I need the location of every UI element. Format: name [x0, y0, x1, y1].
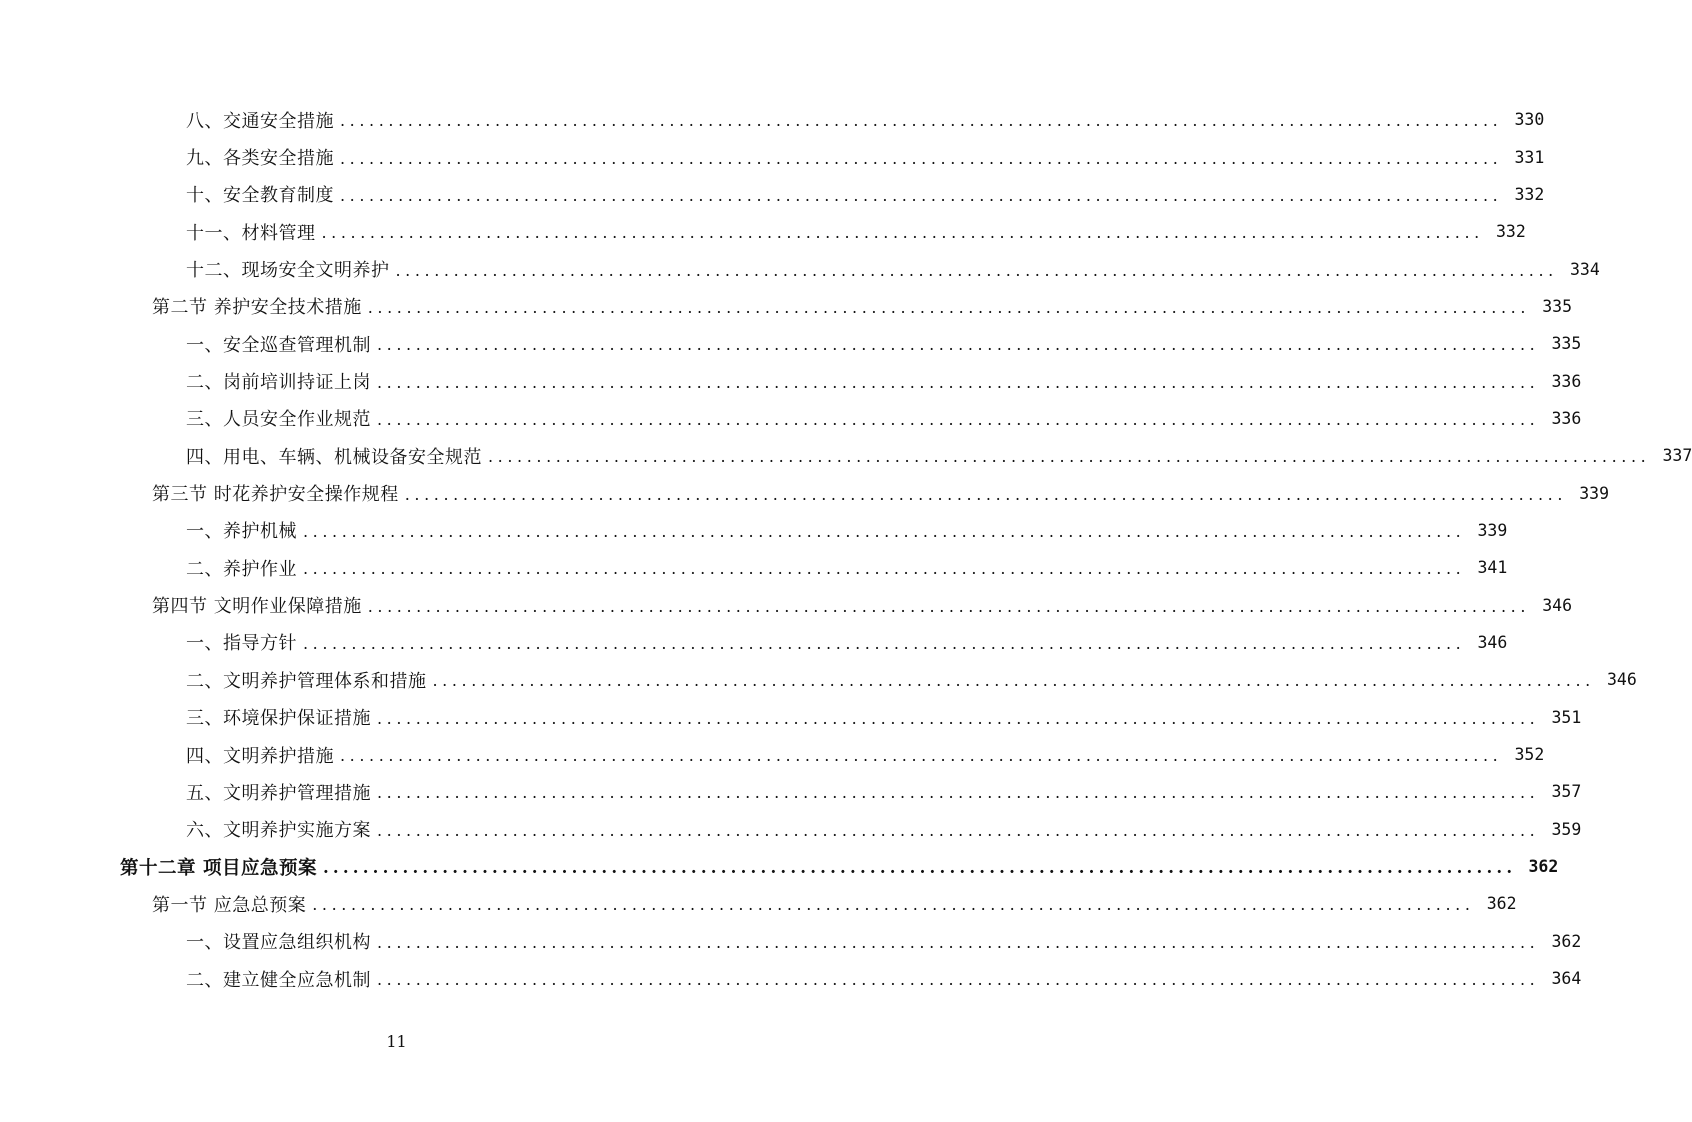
toc-leader-dots: ........................................................................................................................: [488, 447, 1651, 467]
toc-entry-page: 334: [1570, 259, 1600, 279]
toc-entry[interactable]: [0, 848, 1559, 885]
toc-entry[interactable]: [0, 474, 1610, 511]
toc-entry-page: 362: [1486, 894, 1517, 914]
toc-leader-dots: ........................................................................................................................: [340, 111, 1503, 131]
toc-entry[interactable]: [0, 773, 1582, 810]
toc-entry[interactable]: [0, 101, 1545, 138]
toc-entry-page: 351: [1551, 707, 1582, 727]
toc-entry-page: 362: [1528, 857, 1559, 877]
toc-entry-label: 四、用电、车辆、机械设备安全规范: [186, 446, 482, 468]
toc-leader-dots: ........................................................................................................................: [377, 409, 1540, 429]
toc-entry[interactable]: [0, 549, 1508, 586]
toc-leader-dots: ........................................................................................................................: [377, 820, 1540, 840]
toc-entry-label: 二、岗前培训持证上岗: [186, 372, 371, 394]
toc-leader-dots: ........................................................................................................................: [367, 596, 1531, 616]
toc-entry-label: 第四节 文明作业保障措施: [152, 596, 362, 618]
toc-entry-page: 362: [1551, 931, 1582, 951]
toc-entry[interactable]: [0, 811, 1582, 848]
toc-leader-dots: ........................................................................................................................: [432, 671, 1595, 691]
toc-entry-page: 352: [1514, 745, 1545, 765]
toc-leader-dots: ........................................................................................................................: [377, 372, 1540, 392]
toc-leader-dots: ........................................................................................................................: [395, 260, 1558, 280]
toc-entry-page: 341: [1477, 558, 1508, 578]
toc-entry-page: 339: [1477, 520, 1508, 540]
toc-entry-page: 357: [1551, 782, 1582, 802]
toc-entry[interactable]: [0, 624, 1508, 661]
toc-entry-label: 三、人员安全作业规范: [186, 409, 371, 431]
toc-entry[interactable]: [0, 699, 1582, 736]
toc-leader-dots: ........................................................................................................................: [377, 970, 1540, 990]
toc-entry-page: 346: [1542, 595, 1573, 615]
toc-entry-label: 第一节 应急总预案: [152, 894, 307, 916]
toc-entry-label: 十二、现场安全文明养护: [186, 260, 390, 282]
toc-leader-dots: ........................................................................................................................: [377, 932, 1540, 952]
toc-entry-page: 346: [1607, 670, 1637, 690]
toc-entry[interactable]: [0, 586, 1573, 623]
toc-entry-label: 十一、材料管理: [186, 222, 316, 244]
toc-leader-dots: ........................................................................................................................: [377, 783, 1540, 803]
toc-entry[interactable]: [0, 138, 1545, 175]
toc-entry[interactable]: [0, 176, 1545, 213]
toc-entry[interactable]: [0, 960, 1582, 997]
toc-entry[interactable]: [0, 885, 1517, 922]
toc-entry-page: 332: [1496, 222, 1526, 242]
toc-leader-dots: ........................................................................................................................: [340, 148, 1503, 168]
toc-entry[interactable]: [0, 213, 1526, 250]
toc-entry-label: 二、文明养护管理体系和措施: [186, 670, 427, 692]
toc-entry-page: 330: [1514, 110, 1545, 130]
toc-entry-page: 336: [1551, 371, 1582, 391]
toc-leader-dots: ........................................................................................................................: [367, 297, 1531, 317]
toc-entry-label: 第二节 养护安全技术措施: [152, 297, 362, 319]
toc-entry-label: 八、交通安全措施: [186, 110, 334, 132]
toc-leader-dots: ........................................................................................................................: [312, 895, 1475, 915]
toc-entry-label: 四、文明养护措施: [186, 745, 334, 767]
toc-leader-dots: ........................................................................................................................: [322, 858, 1517, 878]
toc-entry-label: 十、安全教育制度: [186, 185, 334, 207]
toc-leader-dots: ........................................................................................................................: [340, 185, 1503, 205]
toc-entry-page: 331: [1514, 147, 1545, 167]
toc-entry-page: 336: [1551, 408, 1582, 428]
toc-entry-page: 346: [1477, 632, 1508, 652]
toc-entry[interactable]: [0, 923, 1582, 960]
toc-entry[interactable]: [0, 325, 1582, 362]
toc-entry[interactable]: [0, 512, 1508, 549]
toc-leader-dots: ........................................................................................................................: [303, 559, 1466, 579]
toc-leader-dots: ........................................................................................................................: [404, 484, 1568, 504]
toc-entry-label: 第三节 时花养护安全操作规程: [152, 484, 399, 506]
toc-entry-label: 三、环境保护保证措施: [186, 708, 371, 730]
toc-entry[interactable]: [0, 661, 1637, 698]
toc-entry-label: 第十二章 项目应急预案: [120, 857, 317, 879]
toc-leader-dots: ........................................................................................................................: [377, 335, 1540, 355]
toc-leader-dots: ........................................................................................................................: [377, 708, 1540, 728]
toc-entry-label: 二、建立健全应急机制: [186, 969, 371, 991]
toc-entry[interactable]: [0, 437, 1692, 474]
toc-entry-label: 一、养护机械: [186, 521, 297, 543]
toc-entry[interactable]: [0, 400, 1582, 437]
toc-entry-page: 337: [1662, 446, 1692, 466]
toc-entry-page: 335: [1542, 296, 1573, 316]
toc-leader-dots: ........................................................................................................................: [340, 746, 1503, 766]
page-number: 11: [386, 1032, 407, 1051]
toc-entry-label: 六、文明养护实施方案: [186, 820, 371, 842]
toc-entry[interactable]: [0, 362, 1582, 399]
toc-entry[interactable]: [0, 288, 1573, 325]
toc-entry-page: 332: [1514, 184, 1545, 204]
toc-entry-label: 五、文明养护管理措施: [186, 782, 371, 804]
toc-entry-label: 二、养护作业: [186, 558, 297, 580]
toc-leader-dots: ........................................................................................................................: [321, 223, 1484, 243]
toc-entry-page: 364: [1551, 969, 1582, 989]
toc-entry-label: 一、指导方针: [186, 633, 297, 655]
toc-entry-page: 359: [1551, 819, 1582, 839]
toc-entry-page: 339: [1579, 483, 1610, 503]
toc-entry[interactable]: [0, 736, 1545, 773]
toc-entry[interactable]: [0, 250, 1600, 287]
toc-leader-dots: ........................................................................................................................: [303, 521, 1466, 541]
toc-entry-label: 一、安全巡查管理机制: [186, 334, 371, 356]
toc-entry-page: 335: [1551, 334, 1582, 354]
toc-entry-label: 一、设置应急组织机构: [186, 932, 371, 954]
toc-leader-dots: ........................................................................................................................: [303, 633, 1466, 653]
toc-entry-label: 九、各类安全措施: [186, 148, 334, 170]
table-of-contents: [0, 101, 1692, 997]
